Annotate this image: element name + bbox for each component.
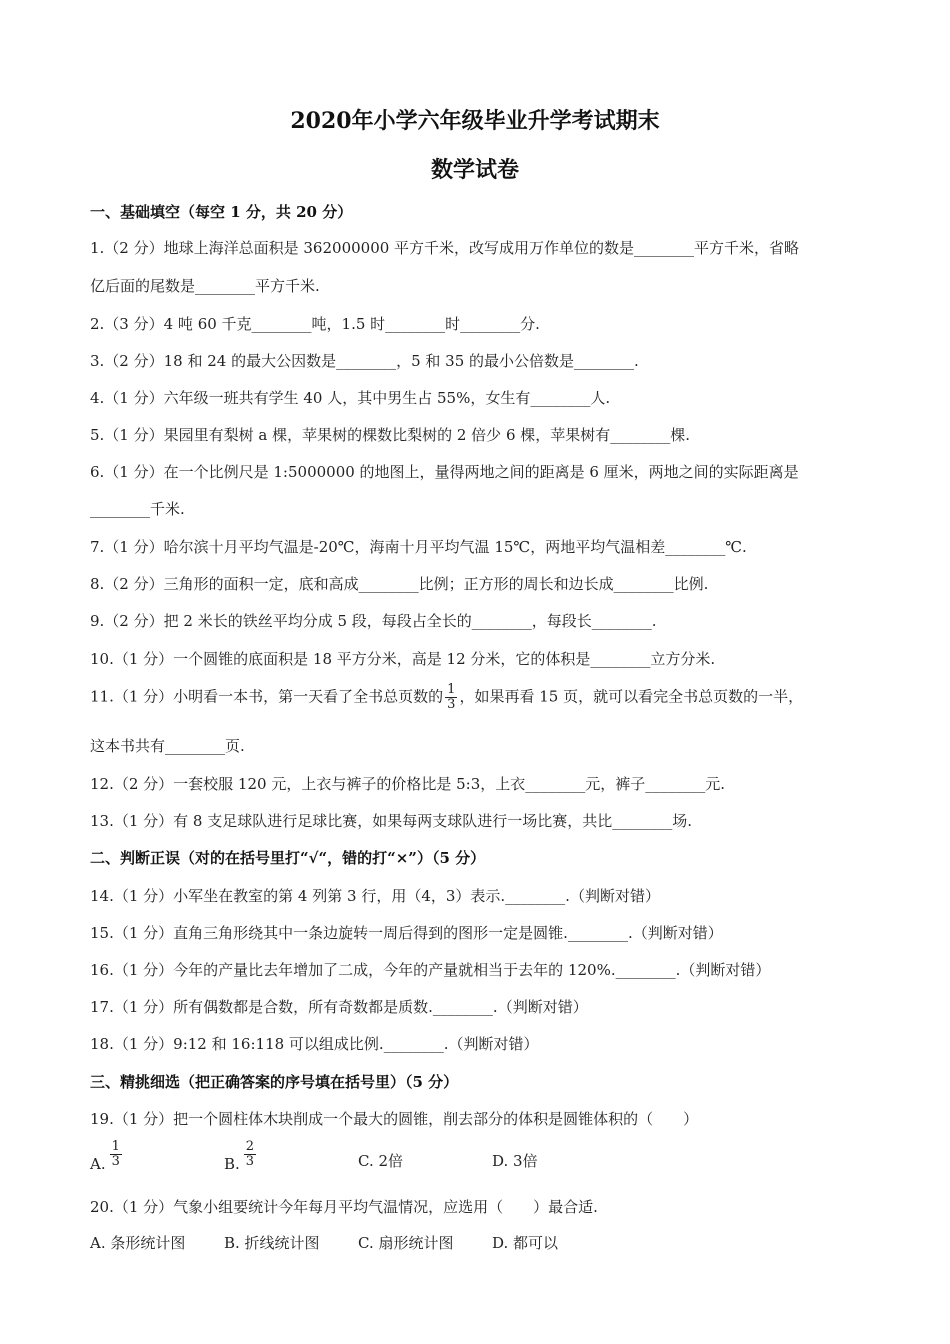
fraction-numerator: 2 [245, 1139, 255, 1154]
question-20-option-a[interactable]: A. 条形统计图 [90, 1234, 186, 1252]
page-title: 2020年小学六年级毕业升学考试期末 [290, 108, 660, 134]
question-19-option-b[interactable] [224, 1139, 258, 1173]
question-6-line-2: ________千米. [90, 500, 185, 518]
question-4: 4.（1 分）六年级一班共有学生 40 人，其中男生占 55%，女生有________人. [90, 389, 611, 407]
question-11-line-1 [90, 683, 803, 712]
option-b-fraction [244, 1140, 256, 1169]
question-20-options [90, 1232, 690, 1254]
question-19-option-c[interactable]: C. 2倍 [358, 1152, 404, 1170]
question-6-line-1: 6.（1 分）在一个比例尺是 1:5000000 的地图上，量得两地之间的距离是 6 厘米，两地之间的实际距离是 [90, 463, 799, 481]
question-18: 18.（1 分）9:12 和 16:118 可以组成比例.________.（判断对错） [90, 1035, 539, 1053]
question-1-line-2: 亿后面的尾数是________平方千米. [90, 277, 320, 295]
question-16: 16.（1 分）今年的产量比去年增加了二成，今年的产量就相当于去年的 120%.________.（判断对错） [90, 961, 771, 979]
question-13: 13.（1 分）有 8 支足球队进行足球比赛，如果每两支球队进行一场比赛，共比________场. [90, 812, 693, 830]
question-2: 2.（3 分）4 吨 60 千克________吨，1.5 时________时________分. [90, 315, 540, 333]
question-1-line-1: 1.（2 分）地球上海洋总面积是 362000000 平方千米，改写成用万作单位的数是________平方千米，省略 [90, 239, 800, 257]
fraction-numerator: 1 [111, 1139, 120, 1154]
question-3: 3.（2 分）18 和 24 的最大公因数是________，5 和 35 的最小公倍数是________. [90, 352, 639, 370]
question-14: 14.（1 分）小军坐在教室的第 4 列第 3 行，用（4，3）表示.________.（判断对错） [90, 887, 660, 905]
fraction-one-third [445, 683, 457, 712]
fraction-numerator: 1 [447, 682, 456, 697]
question-5: 5.（1 分）果园里有梨树 a 棵，苹果树的棵数比梨树的 2 倍少 6 棵，苹果树有________棵. [90, 426, 691, 444]
option-a-label: A. [90, 1154, 106, 1173]
question-20-option-c[interactable]: C. 扇形统计图 [358, 1234, 454, 1252]
question-20: 20.（1 分）气象小组要统计今年每月平均气温情况，应选用（ ）最合适. [90, 1198, 598, 1216]
question-17: 17.（1 分）所有偶数都是合数，所有奇数都是质数.________.（判断对错） [90, 998, 588, 1016]
question-19-option-d[interactable]: D. 3倍 [492, 1152, 538, 1170]
question-19: 19.（1 分）把一个圆柱体木块削成一个最大的圆锥，削去部分的体积是圆锥体积的（ ） [90, 1110, 699, 1128]
page-subtitle: 数学试卷 [430, 157, 519, 183]
question-20-option-d[interactable]: D. 都可以 [492, 1234, 559, 1252]
section-heading-true-false: 二、判断正误（对的在括号里打“√“，错的打“×”）（5 分） [90, 849, 486, 867]
question-11-text-post: ，如果再看 15 页，就可以看完全书总页数的一半， [459, 687, 804, 706]
question-10: 10.（1 分）一个圆锥的底面积是 18 平方分米，高是 12 分米，它的体积是________立方分米. [90, 650, 716, 668]
question-7: 7.（1 分）哈尔滨十月平均气温是-20℃，海南十月平均气温 15℃，两地平均气温相差________℃. [90, 538, 747, 556]
question-8: 8.（2 分）三角形的面积一定，底和高成________比例；正方形的周长和边长成________比例. [90, 575, 709, 593]
question-20-option-b[interactable]: B. 折线统计图 [224, 1234, 320, 1252]
fraction-denominator: 3 [447, 697, 456, 712]
section-heading-multiple-choice: 三、精挑细选（把正确答案的序号填在括号里）（5 分） [90, 1073, 459, 1091]
question-19-options [90, 1140, 690, 1184]
section-heading-fill-blank: 一、基础填空（每空 1 分，共 20 分） [90, 203, 353, 221]
option-b-label: B. [224, 1154, 240, 1173]
question-11-line-2: 这本书共有________页. [90, 737, 245, 755]
question-19-option-a[interactable] [90, 1139, 124, 1173]
fraction-denominator: 3 [111, 1154, 120, 1169]
question-9: 9.（2 分）把 2 米长的铁丝平均分成 5 段，每段占全长的________，每段长________. [90, 612, 657, 630]
question-11-text-pre: 11.（1 分）小明看一本书，第一天看了全书总页数的 [90, 687, 444, 706]
question-15: 15.（1 分）直角三角形绕其中一条边旋转一周后得到的图形一定是圆锥.________.（判断对错） [90, 924, 723, 942]
question-12: 12.（2 分）一套校服 120 元，上衣与裤子的价格比是 5:3，上衣________元，裤子________元. [90, 775, 726, 793]
fraction-denominator: 3 [245, 1154, 255, 1169]
option-a-fraction [110, 1140, 122, 1169]
